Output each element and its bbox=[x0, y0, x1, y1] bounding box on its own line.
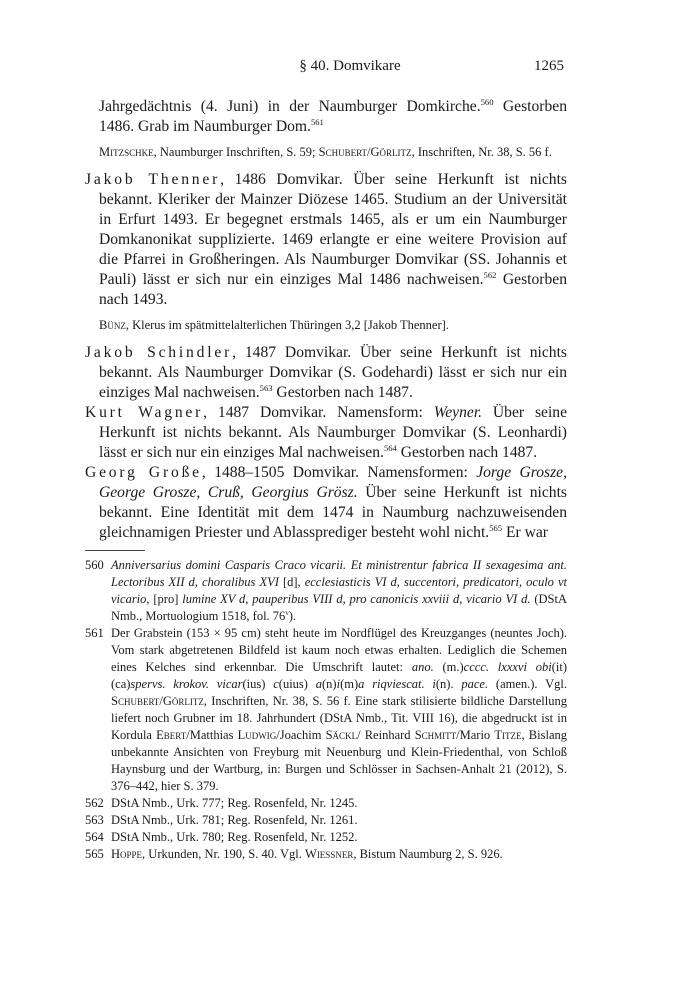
entry-kurt-wagner: Kurt Wagner, 1487 Domvikar. Namensform: Weyner. Über seine Herkunft ist nichts bekannt. Als Naumburger Domvikar (S. Leonhardi) lässt er sich nur ein einziges Mal nachweisen.$^{564}$ Gestorben nach 1487. bbox=[85, 404, 567, 461]
entry-jakob-thenner: Jakob Thenner, 1486 Domvikar. Über seine Herkunft ist nichts bekannt. Kleriker der Mainzer Diözese 1465. Studium an der Universität in Erfurt 1493. Er begegnet erstmals 1465, als er um ein Naumburger Domkanonikat supplizierte. 1469 erlangte er eine weitere Provision auf die Pfarrei in Großheringen. Als Naumburger Domvikar (SS. Johannis et Pauli) lässt er sich nur ein einziges Mal 1486 nachweisen.$^{562}$ Gestorben nach 1493. bbox=[85, 171, 567, 308]
literature-note: Bünz, Klerus im spätmittelalterlichen Thüringen 3,2 [Jakob Thenner]. bbox=[99, 318, 449, 332]
footnote-ref[interactable]: 564 bbox=[383, 442, 397, 453]
entry-name: Kurt Wagner bbox=[85, 404, 204, 421]
literature-note: Mitzschke, Naumburger Inschriften, S. 59; Schubert/Görlitz, Inschriften, Nr. 38, S. 56 f. bbox=[99, 145, 552, 159]
entry-jakob-schindler: Jakob Schindler, 1487 Domvikar. Über seine Herkunft ist nichts bekannt. Als Naumburger Domvikar (S. Godehardi) lässt er sich nur ein einziges Mal nachweisen.$^{563}$ Gestorben nach 1487. bbox=[85, 344, 567, 401]
footnote-number: 565 bbox=[85, 847, 104, 861]
footnote-ref[interactable]: 562 bbox=[483, 269, 497, 280]
footnote-ref[interactable]: 560 bbox=[480, 96, 494, 107]
footnote-560: 560 Anniversarius domini Casparis Craco vicarii. Et ministrentur fabrica II sexagesima ant. Lectoribus XII d, choralibus XVI [d], ecclesiasticis VI d, succentori, predicatori, oculo vt vicario, [pro] lumine XV d, pauperibus VIII d, pro canonicis xxviii d, vicario VI d. (DStA Nmb., Mortuologium 1518, fol. 76$^v$). bbox=[85, 558, 567, 623]
page-content bbox=[85, 97, 567, 863]
continued-paragraph: Jahrgedächtnis (4. Juni) in der Naumburger Domkirche.$^{560}$ Gestorben 1486. Grab im Naumburger Dom.$^{561}$ bbox=[99, 96, 567, 135]
footnote-563: 563 DStA Nmb., Urk. 781; Reg. Rosenfeld, Nr. 1261. bbox=[85, 813, 358, 827]
footnote-ref[interactable]: 561 bbox=[310, 116, 324, 127]
footnote-number: 562 bbox=[85, 796, 104, 810]
footnote-565: 565 Hoppe, Urkunden, Nr. 190, S. 40. Vgl. Wiessner, Bistum Naumburg 2, S. 926. bbox=[85, 847, 503, 861]
entry-name: Jakob Schindler bbox=[85, 344, 233, 361]
footnote-562: 562 DStA Nmb., Urk. 777; Reg. Rosenfeld, Nr. 1245. bbox=[85, 796, 358, 810]
footnote-number: 563 bbox=[85, 813, 104, 827]
running-head: § 40. Domvikare bbox=[299, 58, 401, 74]
footnote-561: 561 Der Grabstein (153 × 95 cm) steht heute im Nordflügel des Kreuzganges (neuntes Joch). Vom stark abgetretenen Bildfeld ist kaum noch etwas erhalten. Lediglich die Schemen eines Kelches sind erkennbar. Die Umschrift lautet: ano. (m.)cccc. lxxxvi obi(it) (ca)spervs. krokov. vicar(ius) c(uius) a(n)i(m)a riqviescat. i(n). pace. (amen.). Vgl. Schubert/Görlitz, Inschriften, Nr. 38, S. 56 f. Eine stark stilisierte bildliche Darstellung liefert noch Grubner im 18. Jahrhundert (DStA Nmb., Tit. VIII 16), die abgedruckt ist in Kordula Ebert/Matthias Ludwig/Joachim Säckl/ Reinhard Schmitt/Mario Titze, Bislang unbekannte Ansichten von Freyburg mit Neuenburg und Klein-Friedenthal, von Schloß Haynsburg und der Wartburg, in: Burgen und Schlösser in Sachsen-Anhalt 21 (2012), S. 376–442, hier S. 379. bbox=[85, 626, 567, 793]
footnote-number: 561 bbox=[85, 626, 104, 640]
footnote-564: 564 DStA Nmb., Urk. 780; Reg. Rosenfeld, Nr. 1252. bbox=[85, 830, 358, 844]
entry-name: Georg Große bbox=[85, 464, 202, 481]
page-header bbox=[0, 58, 700, 80]
entry-georg-grosse: Georg Große, 1488–1505 Domvikar. Namensformen: Jorge Grosze, George Grosze, Cruß, Georgius Grösz. Über seine Herkunft ist nichts bekannt. Eine Identität mit dem 1474 in Naumburg nachzuweisenden gleichnamigen Priester und Ablassprediger besteht wohl nicht.$^{565}$ Er war bbox=[85, 464, 567, 541]
footnote-number: 564 bbox=[85, 830, 104, 844]
footnote-number: 560 bbox=[85, 558, 104, 572]
page-number: 1265 bbox=[534, 58, 564, 74]
footnote-ref[interactable]: 565 bbox=[489, 522, 503, 533]
footnote-ref[interactable]: 563 bbox=[259, 382, 273, 393]
entry-name: Jakob Thenner bbox=[85, 171, 221, 188]
footnote-divider bbox=[85, 550, 145, 551]
